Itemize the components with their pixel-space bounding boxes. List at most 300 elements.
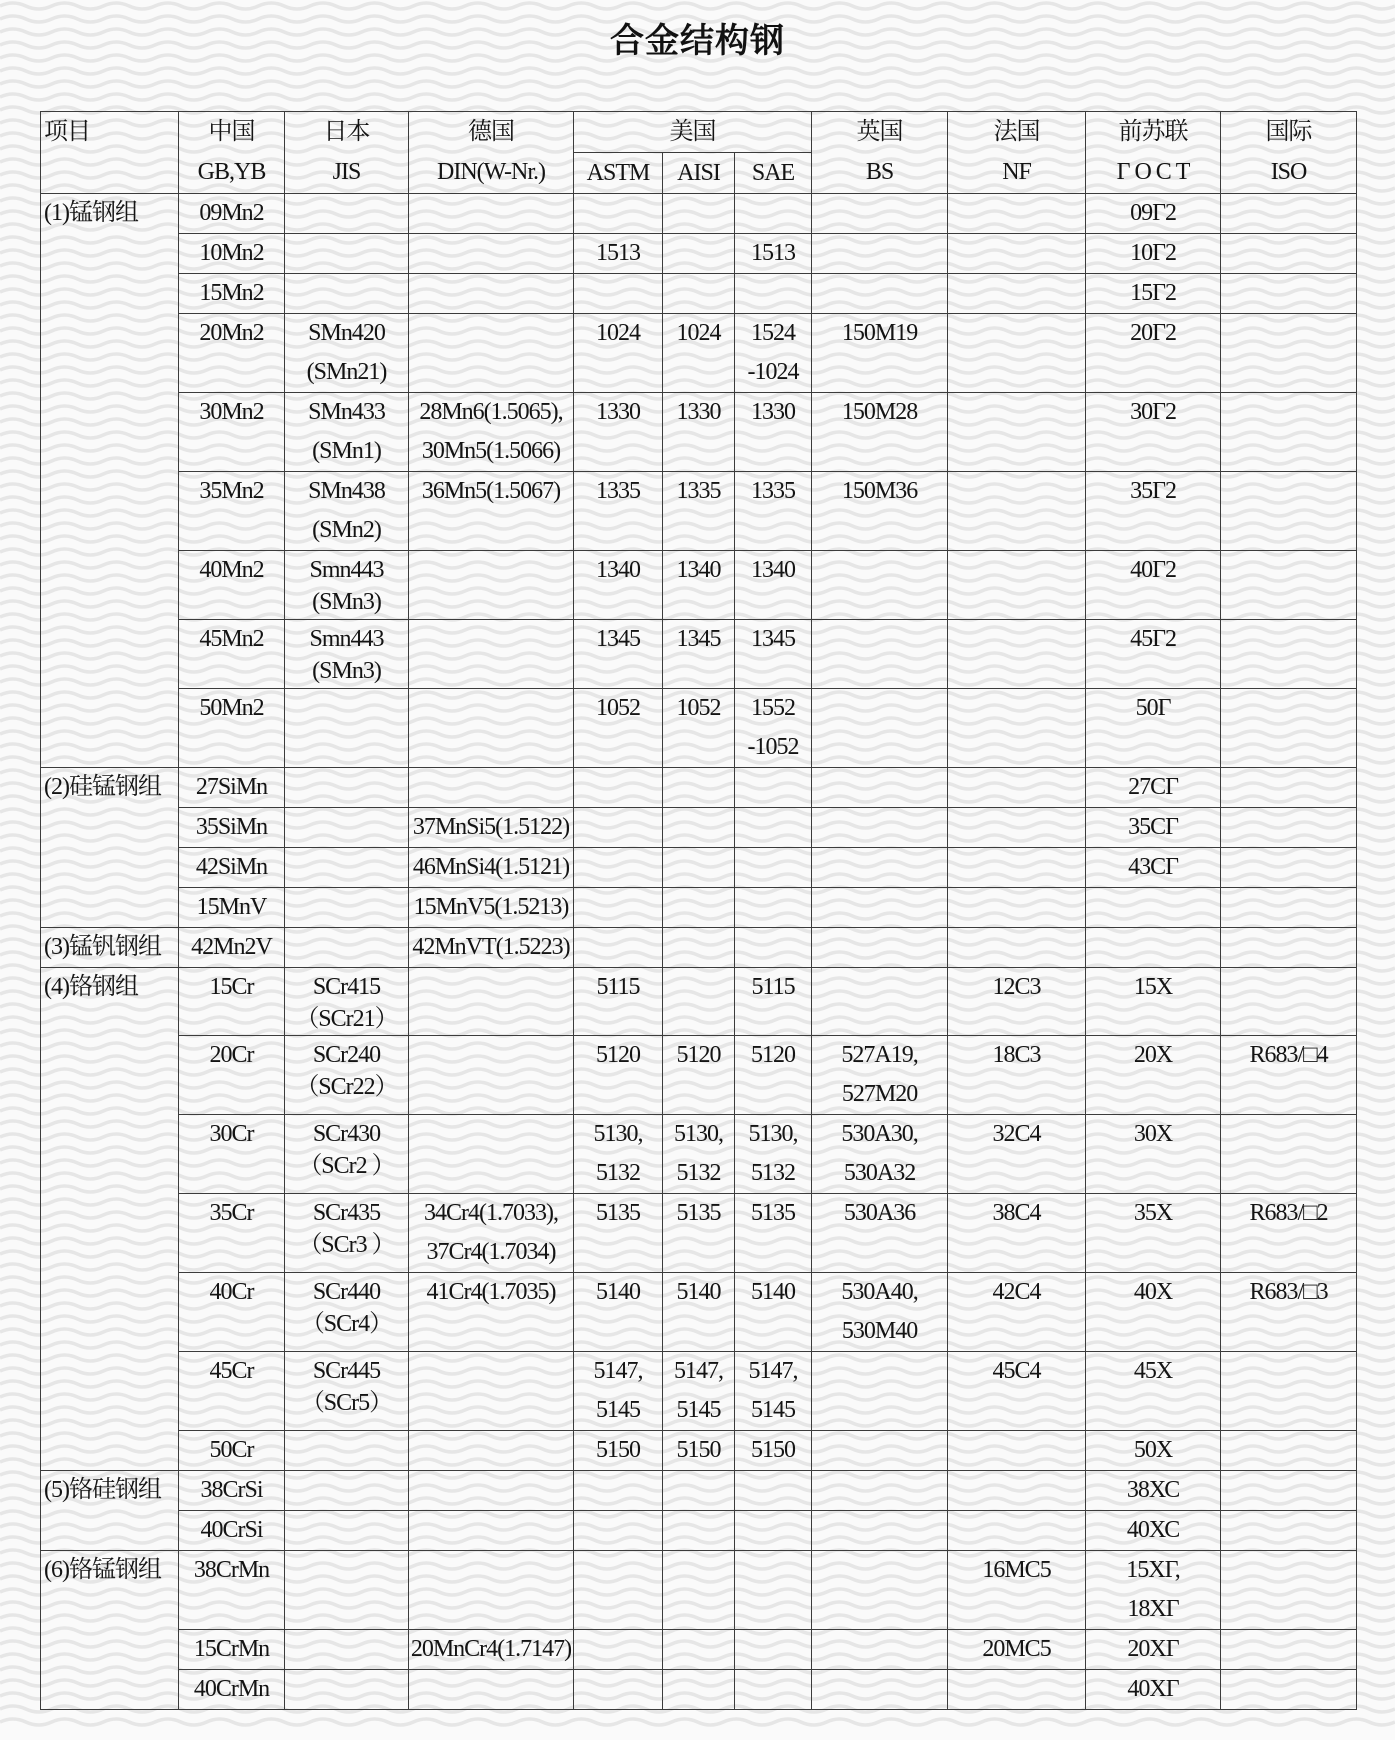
cell-international-iso — [1221, 848, 1357, 888]
cell-usa-aisi — [663, 848, 735, 888]
cell-uk-bs — [812, 968, 948, 1036]
table-row — [41, 1630, 1357, 1670]
cell-text: 530A32 — [843, 1160, 916, 1186]
cell-text: 40Cr — [209, 1279, 254, 1305]
cell-japan-jis — [285, 551, 409, 620]
cell-germany-din — [409, 848, 574, 888]
cell-text: SCr430 — [312, 1121, 381, 1147]
cell-france-nf — [948, 234, 1086, 274]
cell-text: 5135 — [596, 1200, 640, 1226]
table-row — [41, 689, 1357, 768]
cell-ussr-gost — [1086, 808, 1221, 848]
cell-international-iso — [1221, 234, 1357, 274]
group-label-cell — [41, 1551, 179, 1710]
cell-france-nf — [948, 928, 1086, 968]
header-country-label: 法国 — [993, 119, 1040, 145]
cell-usa-astm — [574, 314, 663, 393]
header-standard-label: SAE — [751, 160, 795, 186]
cell-text: 1335 — [676, 478, 721, 504]
cell-usa-astm — [574, 928, 663, 968]
cell-usa-astm — [574, 1511, 663, 1551]
cell-text: 5135 — [751, 1200, 796, 1226]
cell-text: 20Х — [1133, 1042, 1173, 1068]
cell-china-gb — [179, 968, 285, 1036]
cell-text: R683/□4 — [1249, 1042, 1328, 1068]
cell-text: 30Mn2 — [199, 399, 264, 425]
cell-text: 42MnVT(1.5223) — [412, 934, 570, 960]
cell-ussr-gost — [1086, 551, 1221, 620]
cell-text: Smn443 — [309, 626, 384, 652]
cell-germany-din — [409, 620, 574, 689]
group-label-cell — [41, 194, 179, 768]
cell-ussr-gost — [1086, 472, 1221, 551]
cell-germany-din — [409, 1352, 574, 1431]
cell-china-gb — [179, 234, 285, 274]
cell-text: 37Cr4(1.7034) — [426, 1239, 556, 1265]
cell-text: 5132 — [596, 1160, 640, 1186]
cell-usa-astm — [574, 1670, 663, 1710]
cell-germany-din — [409, 689, 574, 768]
cell-japan-jis — [285, 928, 409, 968]
cell-text: -1024 — [747, 359, 799, 385]
cell-china-gb — [179, 848, 285, 888]
header-usa — [574, 112, 812, 153]
cell-text: 15Х — [1133, 974, 1173, 1000]
cell-ussr-gost — [1086, 620, 1221, 689]
cell-usa-astm — [574, 848, 663, 888]
cell-france-nf — [948, 620, 1086, 689]
cell-usa-sae — [735, 928, 812, 968]
cell-usa-aisi — [663, 472, 735, 551]
cell-usa-astm — [574, 1273, 663, 1352]
cell-japan-jis — [285, 1471, 409, 1511]
cell-text: 15Mn2 — [199, 280, 264, 306]
header-standard-label: JIS — [332, 159, 361, 185]
cell-japan-jis — [285, 274, 409, 314]
cell-text: 5150 — [751, 1437, 796, 1463]
header-country-label: 美国 — [669, 119, 716, 145]
cell-text: 527A19, — [841, 1042, 918, 1068]
cell-text: （SCr5） — [300, 1390, 393, 1416]
cell-germany-din — [409, 968, 574, 1036]
cell-text: 37MnSi5(1.5122) — [412, 814, 570, 840]
cell-international-iso — [1221, 689, 1357, 768]
cell-text: SCr445 — [312, 1358, 381, 1384]
group-label: (2)硅锰钢组 — [44, 774, 161, 800]
cell-international-iso — [1221, 472, 1357, 551]
cell-usa-astm — [574, 551, 663, 620]
cell-text: (SMn2) — [312, 517, 381, 543]
cell-japan-jis — [285, 888, 409, 928]
cell-japan-jis — [285, 1194, 409, 1273]
cell-france-nf — [948, 768, 1086, 808]
cell-japan-jis — [285, 472, 409, 551]
cell-text: SCr440 — [312, 1279, 381, 1305]
cell-text: 5145 — [676, 1397, 721, 1423]
cell-china-gb — [179, 472, 285, 551]
cell-usa-astm — [574, 274, 663, 314]
header-usa-sae — [735, 153, 812, 194]
group-label: (1)锰钢组 — [44, 200, 138, 226]
header-ussr-gost — [1086, 112, 1221, 194]
cell-usa-aisi — [663, 1352, 735, 1431]
cell-france-nf — [948, 1352, 1086, 1431]
cell-text: 5145 — [596, 1397, 640, 1423]
cell-usa-aisi — [663, 1471, 735, 1511]
cell-china-gb — [179, 1431, 285, 1471]
table-row — [41, 1471, 1357, 1511]
cell-international-iso — [1221, 551, 1357, 620]
steel-grade-comparison-table — [40, 111, 1357, 1710]
cell-germany-din — [409, 1115, 574, 1194]
header-france-nf — [948, 112, 1086, 194]
cell-text: 35Х — [1133, 1200, 1173, 1226]
cell-usa-astm — [574, 1630, 663, 1670]
group-label-cell — [41, 968, 179, 1471]
cell-text: 5150 — [676, 1437, 721, 1463]
cell-text: 34Cr4(1.7033), — [424, 1200, 558, 1226]
cell-france-nf — [948, 472, 1086, 551]
cell-usa-astm — [574, 234, 663, 274]
header-standard-label: DIN(W-Nr.) — [437, 159, 545, 185]
cell-france-nf — [948, 848, 1086, 888]
cell-france-nf — [948, 393, 1086, 472]
cell-usa-aisi — [663, 1194, 735, 1273]
cell-china-gb — [179, 1352, 285, 1431]
cell-text: 36Mn5(1.5067) — [421, 478, 561, 504]
cell-text: 09Г2 — [1130, 200, 1176, 226]
cell-germany-din — [409, 314, 574, 393]
cell-text: 15Г2 — [1130, 280, 1176, 306]
cell-ussr-gost — [1086, 1630, 1221, 1670]
cell-text: 5132 — [751, 1160, 796, 1186]
cell-germany-din — [409, 1036, 574, 1115]
cell-text: 5120 — [751, 1042, 796, 1068]
cell-text: 40Г2 — [1130, 557, 1176, 583]
cell-international-iso — [1221, 1036, 1357, 1115]
cell-text: 35СГ — [1128, 814, 1178, 840]
cell-text: 30Г2 — [1130, 399, 1176, 425]
cell-text: 1335 — [751, 478, 796, 504]
table-row — [41, 472, 1357, 551]
cell-ussr-gost — [1086, 1273, 1221, 1352]
cell-usa-aisi — [663, 1511, 735, 1551]
cell-text: 1340 — [751, 557, 796, 583]
cell-ussr-gost — [1086, 1036, 1221, 1115]
cell-ussr-gost — [1086, 1115, 1221, 1194]
cell-ussr-gost — [1086, 928, 1221, 968]
cell-usa-astm — [574, 1551, 663, 1630]
cell-ussr-gost — [1086, 968, 1221, 1036]
cell-international-iso — [1221, 1670, 1357, 1710]
cell-china-gb — [179, 551, 285, 620]
cell-text: 45Cr — [209, 1358, 254, 1384]
cell-ussr-gost — [1086, 274, 1221, 314]
cell-japan-jis — [285, 808, 409, 848]
cell-text: 5120 — [676, 1042, 721, 1068]
cell-text: （SCr3 ） — [298, 1232, 395, 1258]
cell-china-gb — [179, 1036, 285, 1115]
cell-uk-bs — [812, 689, 948, 768]
table-row — [41, 393, 1357, 472]
cell-usa-sae — [735, 1670, 812, 1710]
cell-text: R683/□3 — [1249, 1279, 1328, 1305]
cell-china-gb — [179, 1630, 285, 1670]
cell-text: 45C4 — [992, 1358, 1041, 1384]
cell-text: 1330 — [751, 399, 796, 425]
cell-text: 5132 — [676, 1160, 721, 1186]
header-row-countries — [41, 112, 1357, 153]
cell-usa-aisi — [663, 194, 735, 234]
cell-text: 40CrSi — [200, 1517, 263, 1543]
cell-usa-sae — [735, 1511, 812, 1551]
cell-japan-jis — [285, 1115, 409, 1194]
cell-text: 1524 — [751, 320, 796, 346]
cell-usa-sae — [735, 234, 812, 274]
cell-france-nf — [948, 1630, 1086, 1670]
cell-germany-din — [409, 768, 574, 808]
cell-japan-jis — [285, 393, 409, 472]
cell-china-gb — [179, 689, 285, 768]
cell-text: SCr240 — [312, 1042, 381, 1068]
cell-text: 15CrMn — [193, 1636, 270, 1662]
table-row — [41, 1115, 1357, 1194]
cell-japan-jis — [285, 1670, 409, 1710]
cell-text: 35Г2 — [1130, 478, 1176, 504]
cell-china-gb — [179, 1194, 285, 1273]
cell-text: （SCr22） — [295, 1074, 398, 1100]
background-wave — [0, 81, 1395, 87]
cell-china-gb — [179, 1670, 285, 1710]
table-row — [41, 888, 1357, 928]
table-row — [41, 928, 1357, 968]
cell-france-nf — [948, 551, 1086, 620]
cell-usa-aisi — [663, 928, 735, 968]
cell-usa-astm — [574, 768, 663, 808]
cell-text: 12C3 — [992, 974, 1041, 1000]
cell-france-nf — [948, 1670, 1086, 1710]
cell-international-iso — [1221, 888, 1357, 928]
cell-text: 20Cr — [209, 1042, 254, 1068]
cell-international-iso — [1221, 194, 1357, 234]
cell-usa-sae — [735, 551, 812, 620]
cell-text: 09Mn2 — [199, 200, 264, 226]
header-item — [41, 112, 179, 194]
cell-usa-aisi — [663, 234, 735, 274]
cell-usa-sae — [735, 768, 812, 808]
cell-japan-jis — [285, 968, 409, 1036]
cell-usa-astm — [574, 472, 663, 551]
cell-ussr-gost — [1086, 1194, 1221, 1273]
cell-text: 20Г2 — [1130, 320, 1176, 346]
group-label: (5)铬硅钢组 — [44, 1477, 161, 1503]
header-china-gb — [179, 112, 285, 194]
cell-international-iso — [1221, 620, 1357, 689]
cell-uk-bs — [812, 1352, 948, 1431]
cell-japan-jis — [285, 314, 409, 393]
cell-text: 5147, — [748, 1358, 798, 1384]
table-row — [41, 620, 1357, 689]
cell-usa-sae — [735, 194, 812, 234]
cell-usa-astm — [574, 888, 663, 928]
cell-text: (SMn3) — [312, 589, 381, 615]
cell-usa-aisi — [663, 551, 735, 620]
cell-uk-bs — [812, 393, 948, 472]
cell-international-iso — [1221, 1352, 1357, 1431]
cell-germany-din — [409, 1431, 574, 1471]
cell-uk-bs — [812, 928, 948, 968]
table-row — [41, 1511, 1357, 1551]
cell-text: 1330 — [596, 399, 640, 425]
cell-text: 530A30, — [841, 1121, 918, 1147]
cell-international-iso — [1221, 1511, 1357, 1551]
cell-international-iso — [1221, 1194, 1357, 1273]
cell-text: 40CrMn — [193, 1676, 270, 1702]
cell-text: 5140 — [751, 1279, 796, 1305]
cell-text: 42C4 — [992, 1279, 1041, 1305]
cell-text: 38CrSi — [200, 1477, 263, 1503]
cell-text: 1024 — [596, 320, 640, 346]
cell-text: 5115 — [751, 974, 795, 1000]
cell-text: 5135 — [676, 1200, 721, 1226]
cell-ussr-gost — [1086, 848, 1221, 888]
cell-china-gb — [179, 1471, 285, 1511]
cell-text: 5115 — [596, 974, 640, 1000]
header-uk-bs — [812, 112, 948, 194]
cell-text: 40Х — [1133, 1279, 1173, 1305]
cell-international-iso — [1221, 314, 1357, 393]
cell-uk-bs — [812, 551, 948, 620]
cell-text: 1052 — [676, 695, 721, 721]
cell-text: 15ХГ, — [1126, 1557, 1180, 1583]
cell-germany-din — [409, 888, 574, 928]
header-standard-label: GB,YB — [197, 159, 266, 185]
cell-text: (SMn3) — [312, 658, 381, 684]
cell-china-gb — [179, 274, 285, 314]
cell-text: 5145 — [751, 1397, 796, 1423]
table-row — [41, 1352, 1357, 1431]
cell-china-gb — [179, 1511, 285, 1551]
cell-text: 40ХС — [1126, 1517, 1180, 1543]
cell-france-nf — [948, 274, 1086, 314]
cell-text: 18C3 — [992, 1042, 1041, 1068]
cell-text: SCr415 — [312, 974, 381, 1000]
cell-text: 1345 — [596, 626, 640, 652]
cell-text: 45Г2 — [1130, 626, 1176, 652]
cell-text: 30Cr — [209, 1121, 254, 1147]
cell-international-iso — [1221, 768, 1357, 808]
background-wave — [0, 3, 1395, 9]
cell-usa-astm — [574, 1352, 663, 1431]
cell-uk-bs — [812, 234, 948, 274]
cell-germany-din — [409, 1511, 574, 1551]
cell-usa-sae — [735, 689, 812, 768]
cell-france-nf — [948, 1471, 1086, 1511]
cell-ussr-gost — [1086, 1431, 1221, 1471]
cell-text: （SCr2 ） — [298, 1153, 395, 1179]
cell-text: 5130, — [748, 1121, 798, 1147]
cell-text: 1340 — [596, 557, 640, 583]
cell-germany-din — [409, 928, 574, 968]
cell-text: 40ХГ — [1127, 1676, 1179, 1702]
cell-germany-din — [409, 1551, 574, 1630]
cell-usa-aisi — [663, 1551, 735, 1630]
cell-text: -1052 — [747, 734, 799, 760]
cell-usa-astm — [574, 1431, 663, 1471]
cell-text: 1340 — [676, 557, 721, 583]
cell-japan-jis — [285, 768, 409, 808]
cell-china-gb — [179, 928, 285, 968]
cell-germany-din — [409, 234, 574, 274]
cell-text: 15Cr — [209, 974, 254, 1000]
cell-text: 1330 — [676, 399, 721, 425]
cell-international-iso — [1221, 1630, 1357, 1670]
cell-uk-bs — [812, 472, 948, 551]
cell-usa-sae — [735, 1551, 812, 1630]
cell-international-iso — [1221, 393, 1357, 472]
table-row — [41, 234, 1357, 274]
cell-international-iso — [1221, 1431, 1357, 1471]
cell-usa-sae — [735, 1431, 812, 1471]
cell-text: （SCr21） — [295, 1006, 398, 1032]
page-title: 合金结构钢 — [610, 23, 785, 60]
cell-text: 20MnCr4(1.7147) — [410, 1636, 572, 1662]
cell-text: 45Mn2 — [199, 626, 264, 652]
group-label: (3)锰钒钢组 — [44, 934, 161, 960]
cell-usa-sae — [735, 1471, 812, 1511]
cell-text: 150M19 — [841, 320, 918, 346]
cell-usa-astm — [574, 1036, 663, 1115]
cell-text: 42SiMn — [195, 854, 268, 880]
cell-ussr-gost — [1086, 689, 1221, 768]
cell-ussr-gost — [1086, 1511, 1221, 1551]
cell-usa-sae — [735, 1115, 812, 1194]
cell-france-nf — [948, 689, 1086, 768]
cell-uk-bs — [812, 1115, 948, 1194]
cell-text: 46MnSi4(1.5121) — [412, 854, 570, 880]
cell-china-gb — [179, 620, 285, 689]
cell-text: 530A40, — [841, 1279, 918, 1305]
header-country-label: 国际 — [1265, 119, 1312, 145]
cell-uk-bs — [812, 848, 948, 888]
background-wave — [0, 68, 1395, 74]
cell-usa-astm — [574, 620, 663, 689]
header-standard-label: BS — [865, 159, 894, 185]
table-row — [41, 848, 1357, 888]
cell-usa-aisi — [663, 768, 735, 808]
cell-text: R683/□2 — [1249, 1200, 1328, 1226]
cell-china-gb — [179, 1551, 285, 1630]
cell-germany-din — [409, 1471, 574, 1511]
cell-japan-jis — [285, 194, 409, 234]
cell-france-nf — [948, 808, 1086, 848]
cell-international-iso — [1221, 1551, 1357, 1630]
cell-usa-aisi — [663, 888, 735, 928]
cell-japan-jis — [285, 1511, 409, 1551]
cell-usa-sae — [735, 393, 812, 472]
cell-text: 38C4 — [992, 1200, 1041, 1226]
group-label: (6)铬锰钢组 — [44, 1557, 161, 1583]
cell-uk-bs — [812, 274, 948, 314]
cell-uk-bs — [812, 1551, 948, 1630]
cell-usa-astm — [574, 1471, 663, 1511]
cell-text: 42Mn2V — [191, 934, 272, 960]
cell-text: 15MnV — [196, 894, 267, 920]
cell-text: 18ХГ — [1127, 1596, 1179, 1622]
cell-text: 35SiMn — [195, 814, 268, 840]
cell-text: 15MnV5(1.5213) — [413, 894, 569, 920]
cell-text: Smn443 — [309, 557, 384, 583]
